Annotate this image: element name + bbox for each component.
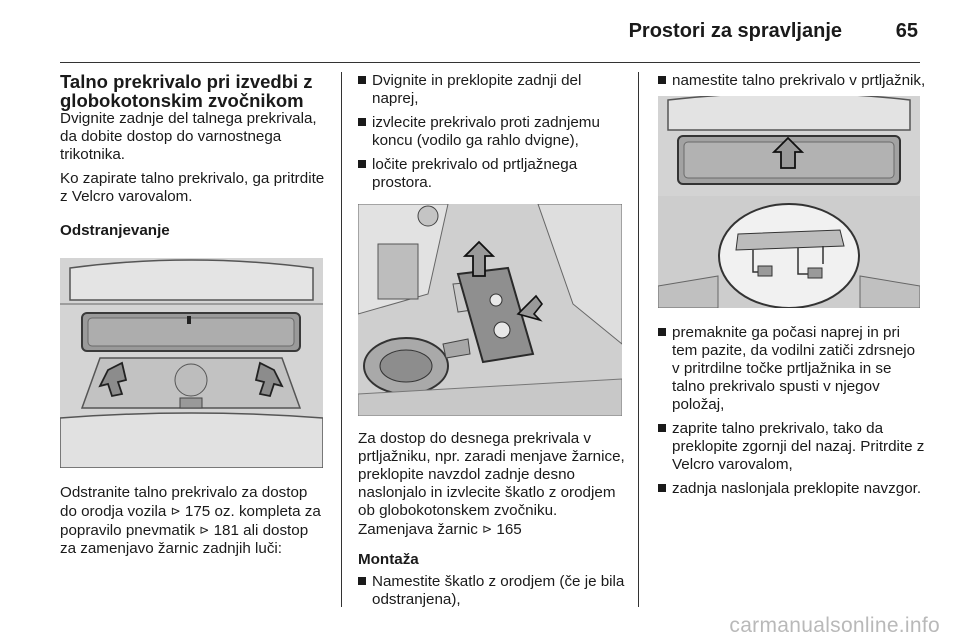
bullet-square-icon — [358, 577, 366, 585]
list-item: namestite talno prekrivalo v prtljažnik, — [658, 72, 926, 90]
bullet-square-icon — [658, 484, 666, 492]
paragraph: Ko zapirate talno prekrivalo, ga pritrdite z Velcro varovalom. — [60, 170, 325, 205]
list-item: Namestite škatlo z orodjem (če je bila odstranjena), — [358, 573, 626, 609]
page-ref-icon: ⊳ — [199, 523, 210, 537]
column-right — [658, 72, 926, 504]
page-number: 65 — [895, 20, 918, 42]
bullet-square-icon — [358, 76, 366, 84]
list-item: premaknite ga počasi naprej in pri tem pazite, da vodilni zatiči zdrsnejo v pritrdilne točke prtljažnika in se talno prekrivalo spusti v njegov položaj, — [658, 324, 926, 414]
paragraph: Odstranite talno prekrivalo za dostop do orodja vozila ⊳ 175 oz. kompleta za popravilo pnevmatik ⊳ 181 ali dostop za zamenjavo žarnic zadnjih luči: — [60, 484, 321, 557]
paragraph: Dvignite zadnje del talnega prekrivala, da dobite dostop do varnostnega trikotnika. — [60, 110, 317, 163]
watermark: carmanualsonline.info — [729, 614, 940, 637]
illustration-cargo-floor-removal — [60, 258, 323, 468]
illustration-toolbox-subwoofer — [358, 204, 622, 416]
page-ref-icon: ⊳ — [482, 522, 493, 536]
page-header — [60, 0, 920, 63]
list-item: izvlecite prekrivalo proti zadnjemu koncu (vodilo ga rahlo dvigne), — [358, 114, 626, 150]
bullet-square-icon — [658, 328, 666, 336]
column-middle — [358, 72, 626, 615]
list-item: Dvignite in preklopite zadnji del naprej, — [358, 72, 626, 108]
paragraph: Za dostop do desnega prekrivala v prtljažniku, npr. zaradi menjave žarnice, preklopite navzdol zadnje desno naslonjalo in izvlecite škatlo z orodjem ob globokotonskem zvočniku. Zamenjava žarnic ⊳ 165 — [358, 430, 625, 538]
page-ref-icon: ⊳ — [170, 504, 181, 518]
section-heading: Talno prekrivalo pri izvedbi z globokotonskim zvočnikom — [60, 71, 313, 111]
section-title: Prostori za spravljanje — [628, 20, 842, 42]
illustration-cargo-floor-installation — [658, 96, 920, 308]
list-item: zaprite talno prekrivalo, tako da preklopite zgornji del nazaj. Pritrdite z Velcro varovalom, — [658, 420, 926, 474]
list-item: zadnja naslonjala preklopite navzgor. — [658, 480, 926, 498]
column-divider — [341, 72, 342, 607]
bullet-square-icon — [658, 76, 666, 84]
bullet-square-icon — [358, 118, 366, 126]
column-left — [60, 72, 328, 564]
subheading-removal: Odstranjevanje — [60, 222, 170, 239]
subheading-installation: Montaža — [358, 551, 419, 568]
bullet-square-icon — [358, 160, 366, 168]
bullet-square-icon — [658, 424, 666, 432]
list-item: ločite prekrivalo od prtljažnega prostora. — [358, 156, 626, 192]
column-divider — [638, 72, 639, 607]
